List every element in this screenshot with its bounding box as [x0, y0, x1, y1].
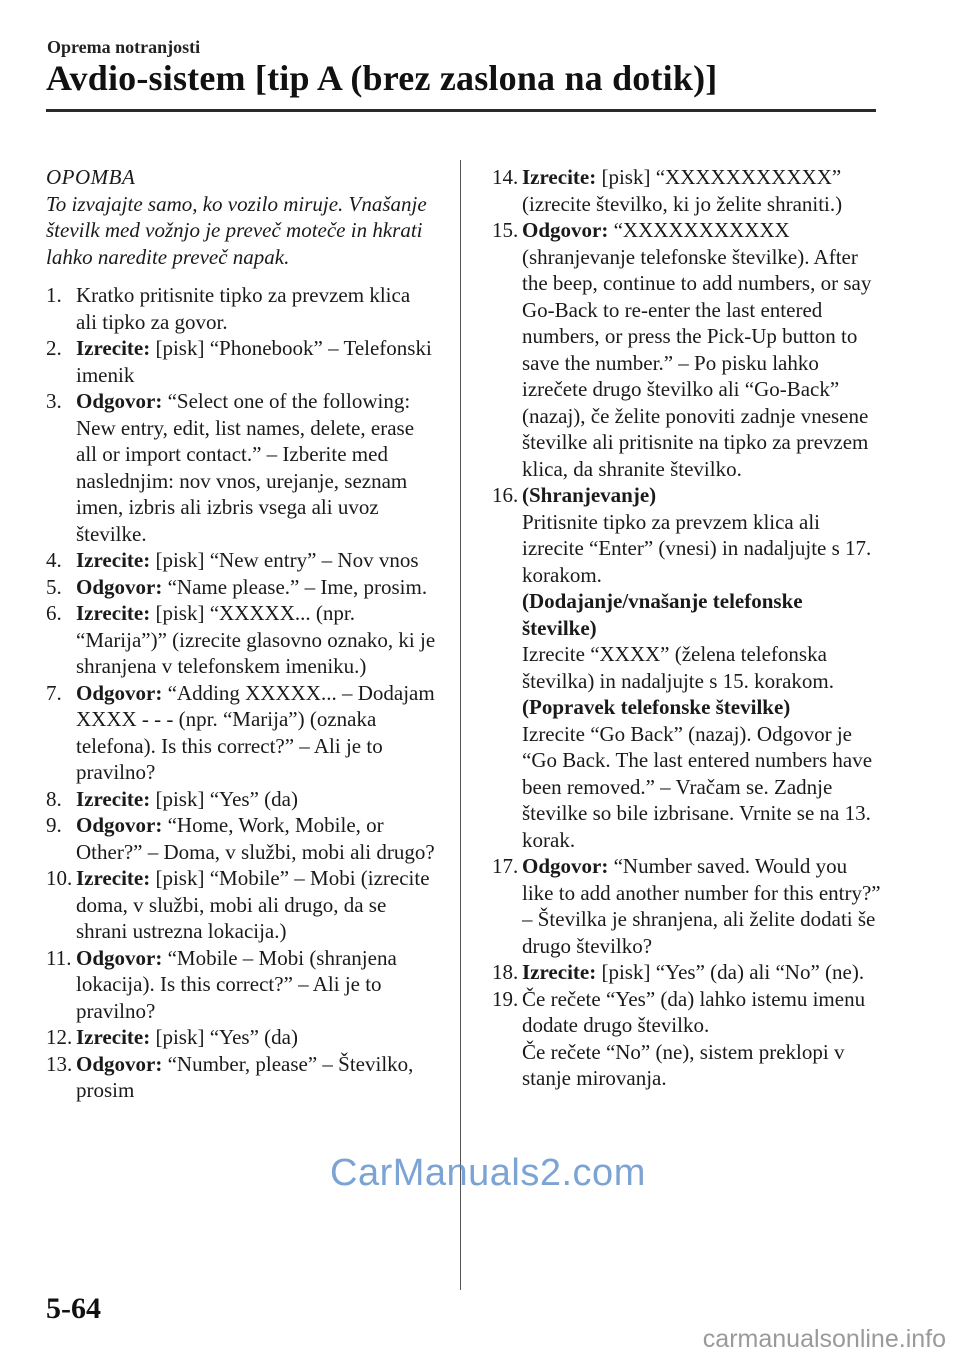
step-text: [pisk] “XXXXXXXXXXX” (izrecite številko, ki jo želite shraniti.): [522, 165, 843, 216]
step-label: Odgovor:: [76, 1051, 163, 1076]
step-number: 2.: [46, 336, 62, 360]
step-text: Kratko pritisnite tipko za prevzem klica ali tipko za govor.: [76, 283, 411, 334]
step-item: [492, 482, 882, 853]
step-number: 15.: [492, 218, 519, 242]
step-label: Izrecite:: [76, 601, 151, 625]
step-text: [pisk] “Mobile” – Mobi (izrecite doma, v službi, mobi ali drugo, da se shrani ustrezna lokacija.): [76, 866, 430, 943]
step-item: [46, 574, 436, 601]
step-text: [pisk] “Phonebook” – Telefonski imenik: [76, 336, 432, 387]
step-item: [492, 164, 882, 217]
step-item: [46, 1024, 436, 1051]
section-label: Oprema notranjosti: [47, 37, 201, 57]
step-item: [46, 1051, 436, 1104]
step-item: [46, 282, 436, 335]
step-label: Odgovor:: [76, 813, 163, 837]
page-title: Avdio-sistem [tip A (brez zaslona na dotik)]: [46, 58, 718, 98]
title-rule: [46, 109, 876, 112]
step-text: Če rečete “Yes” (da) lahko istemu imenu dodate drugo številko.: [522, 986, 866, 1037]
step-label: Odgovor:: [76, 574, 163, 599]
step-text: [pisk] “New entry” – Nov vnos: [155, 548, 419, 572]
step-text: “Number saved. Would you like to add another number for this entry?” – Številka je shranjena, ali želite dodati še drugo številko?: [522, 854, 881, 958]
step-item: [46, 812, 436, 865]
step-item: [492, 853, 882, 959]
step-text: “Select one of the following: New entry, edit, list names, delete, erase all or import contact.” – Izberite med naslednjim: nov vnos, urejanje, seznam imen, izbris ali izbris vsega ali uvoz številke.: [76, 389, 415, 546]
step-item: [46, 335, 436, 388]
step-label: Izrecite:: [76, 1025, 151, 1049]
step-text: “Adding XXXXX... – Dodajam XXXX - - - (npr. “Marija”) (oznaka telefona). Is this correct?” – Ali je to pravilno?: [76, 680, 435, 784]
step-text: [pisk] “Yes” (da): [155, 1025, 298, 1049]
step-text: “Home, Work, Mobile, or Other?” – Doma, v službi, mobi ali drugo?: [76, 813, 435, 864]
column-divider: [460, 160, 461, 1290]
step-number: 10.: [46, 866, 73, 890]
page-number: 5-64: [46, 1292, 101, 1325]
step-number: 9.: [46, 813, 62, 837]
step-text: Izrecite “Go Back” (nazaj). Odgovor je “Go Back. The last entered numbers have been removed.” – Vračam se. Zadnje številke so bile izbrisane. Vrnite se na 13. korak.: [522, 721, 873, 852]
step-number: 19.: [492, 986, 519, 1011]
left-column: [46, 164, 436, 1104]
step-number: 12.: [46, 1025, 73, 1049]
step-number: 17.: [492, 854, 519, 878]
step-number: 6.: [46, 601, 62, 625]
step-label: Odgovor:: [76, 389, 163, 413]
step-text: Pritisnite tipko za prevzem klica ali izrecite “Enter” (vnesi) in nadaljujte s 17. korakom.: [522, 509, 872, 587]
step-label: Izrecite:: [76, 548, 151, 572]
step-label: Izrecite:: [522, 165, 597, 189]
step-text: Izrecite “XXXX” (želena telefonska številka) in nadaljujte s 15. korakom.: [522, 642, 835, 693]
step-label: Izrecite:: [76, 336, 151, 360]
step-label: Odgovor:: [76, 680, 163, 705]
step-number: 16.: [492, 483, 519, 507]
right-column: [492, 164, 882, 1092]
step-number: 8.: [46, 786, 62, 811]
step-item: [492, 986, 882, 1092]
step-text: Če rečete “No” (ne), sistem preklopi v stanje mirovanja.: [522, 1039, 845, 1090]
step-text: “XXXXXXXXXXX (shranjevanje telefonske številke). After the beep, continue to add numbers, or say Go-Back to re-enter the last entered numbers, or press the Pick-Up button to save the number.” – Po pisku lahko izrečete drugo številko ali “Go-Back” (nazaj), če želite ponoviti zadnje vnesene številke ali pritisnite na tipko za prevzem klica, da shranite številko.: [522, 218, 872, 481]
step-item: [492, 959, 882, 986]
step-label: Izrecite:: [76, 866, 151, 890]
step-subheading: (Popravek telefonske številke): [522, 695, 791, 719]
step-number: 13.: [46, 1051, 73, 1076]
step-number: 11.: [46, 945, 72, 970]
step-item: [46, 865, 436, 945]
step-number: 14.: [492, 165, 519, 189]
step-heading: (Shranjevanje): [522, 483, 657, 507]
step-item: [46, 600, 436, 680]
step-item: [46, 945, 436, 1025]
step-number: 1.: [46, 283, 62, 307]
step-item: [492, 217, 882, 482]
step-item: [46, 680, 436, 786]
step-text: [pisk] “XXXXX... (npr. “Marija”)” (izrecite glasovno oznako, ki je shranjena v telefonskem imeniku.): [76, 601, 436, 678]
step-number: 3.: [46, 389, 62, 413]
step-text: [pisk] “Yes” (da) ali “No” (ne).: [601, 960, 865, 984]
step-text: “Number, please” – Številko, prosim: [76, 1051, 414, 1102]
step-item: [46, 547, 436, 574]
step-number: 7.: [46, 680, 62, 705]
step-number: 4.: [46, 548, 62, 572]
step-label: Odgovor:: [522, 854, 609, 878]
step-subheading: (Dodajanje/vnašanje telefonske številke): [522, 589, 803, 640]
step-label: Odgovor:: [522, 218, 609, 242]
footer-watermark[interactable]: carmanualsonline.info: [702, 1325, 946, 1353]
step-text: [pisk] “Yes” (da): [155, 786, 298, 811]
step-number: 18.: [492, 960, 519, 984]
step-item: [46, 388, 436, 547]
step-text: “Name please.” – Ime, prosim.: [167, 574, 428, 599]
step-text: “Mobile – Mobi (shranjena lokacija). Is this correct?” – Ali je to pravilno?: [76, 945, 397, 1023]
note-text: To izvajajte samo, ko vozilo miruje. Vnašanje številk med vožnjo je preveč moteče in hkrati lahko naredite preveč napak.: [46, 191, 427, 269]
step-number: 5.: [46, 574, 62, 599]
note-heading: OPOMBA: [46, 165, 136, 189]
step-label: Izrecite:: [522, 960, 597, 984]
watermark-logo: CarManuals2.com: [330, 1152, 646, 1194]
step-item: [46, 786, 436, 813]
step-label: Izrecite:: [76, 786, 151, 811]
step-label: Odgovor:: [76, 945, 163, 970]
